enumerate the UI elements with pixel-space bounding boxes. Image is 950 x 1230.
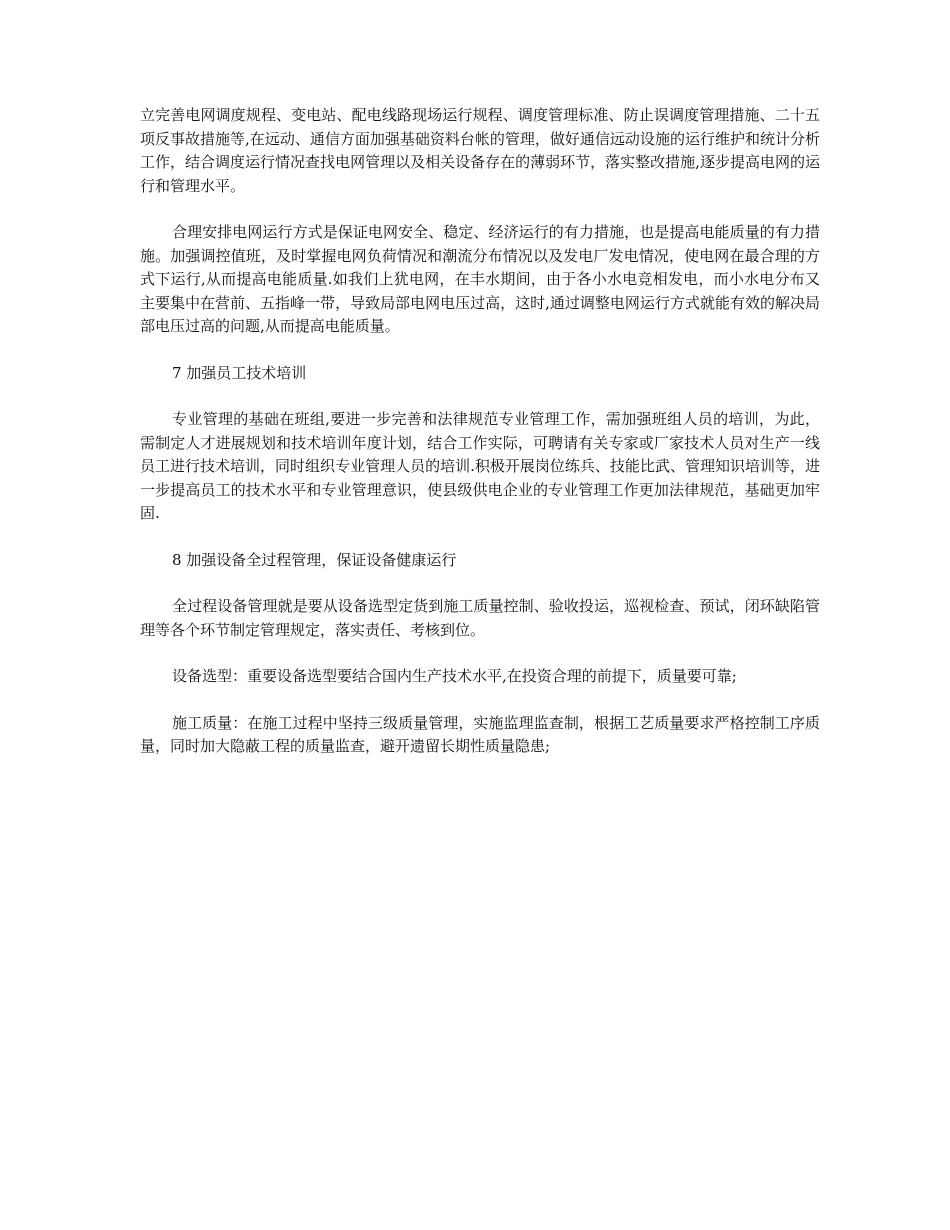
document-body: [140, 104, 820, 782]
paragraph-4: 全过程设备管理就是要从设备选型定货到施工质量控制、验收投运，巡视检查、预试，闭环缺陷管理等各个环节制定管理规定，落实责任、考核到位。: [140, 597, 820, 639]
section-heading-7: 7 加强员工技术培训: [172, 363, 307, 382]
paragraph-3: 专业管理的基础在班组,要进一步完善和法律规范专业管理工作，需加强班组人员的培训，为此，需制定人才进展规划和技术培训年度计划，结合工作实际，可聘请有关专家或厂家技术人员对生产一线员工进行技术培训，同时组织专业管理人员的培训.积极开展岗位练兵、技能比武、管理知识培训等，进一步提高员工的技术水平和专业管理意识，使县级供电企业的专业管理工作更加法律规范，基础更加牢固.: [140, 410, 820, 522]
paragraph-5: 设备选型：重要设备选型要结合国内生产技术水平,在投资合理的前提下，质量要可靠;: [172, 667, 737, 685]
paragraph-2: 合理安排电网运行方式是保证电网安全、稳定、经济运行的有力措施，也是提高电能质量的有力措施。加强调控值班，及时掌握电网负荷情况和潮流分布情况以及发电厂发电情况，使电网在最合理的方式下运行,从而提高电能质量.如我们上犹电网，在丰水期间，由于各小水电竞相发电，而小水电分布又主要集中在营前、五指峰一带，导致局部电网电压过高，这时,通过调整电网运行方式就能有效的解决局部电压过高的问题,从而提高电能质量。: [140, 223, 820, 335]
section-heading-8: 8 加强设备全过程管理，保证设备健康运行: [172, 550, 457, 569]
paragraph-6: 施工质量：在施工过程中坚持三级质量管理，实施监理监查制，根据工艺质量要求严格控制工序质量，同时加大隐蔽工程的质量监查，避开遗留长期性质量隐患;: [140, 713, 820, 755]
paragraph-1: 立完善电网调度规程、变电站、配电线路现场运行规程、调度管理标准、防止误调度管理措施、二十五项反事故措施等,在远动、通信方面加强基础资料台帐的管理，做好通信远动设施的运行维护和统计分析工作，结合调度运行情况查找电网管理以及相关设备存在的薄弱环节，落实整改措施,逐步提高电网的运行和管理水平。: [140, 106, 820, 195]
